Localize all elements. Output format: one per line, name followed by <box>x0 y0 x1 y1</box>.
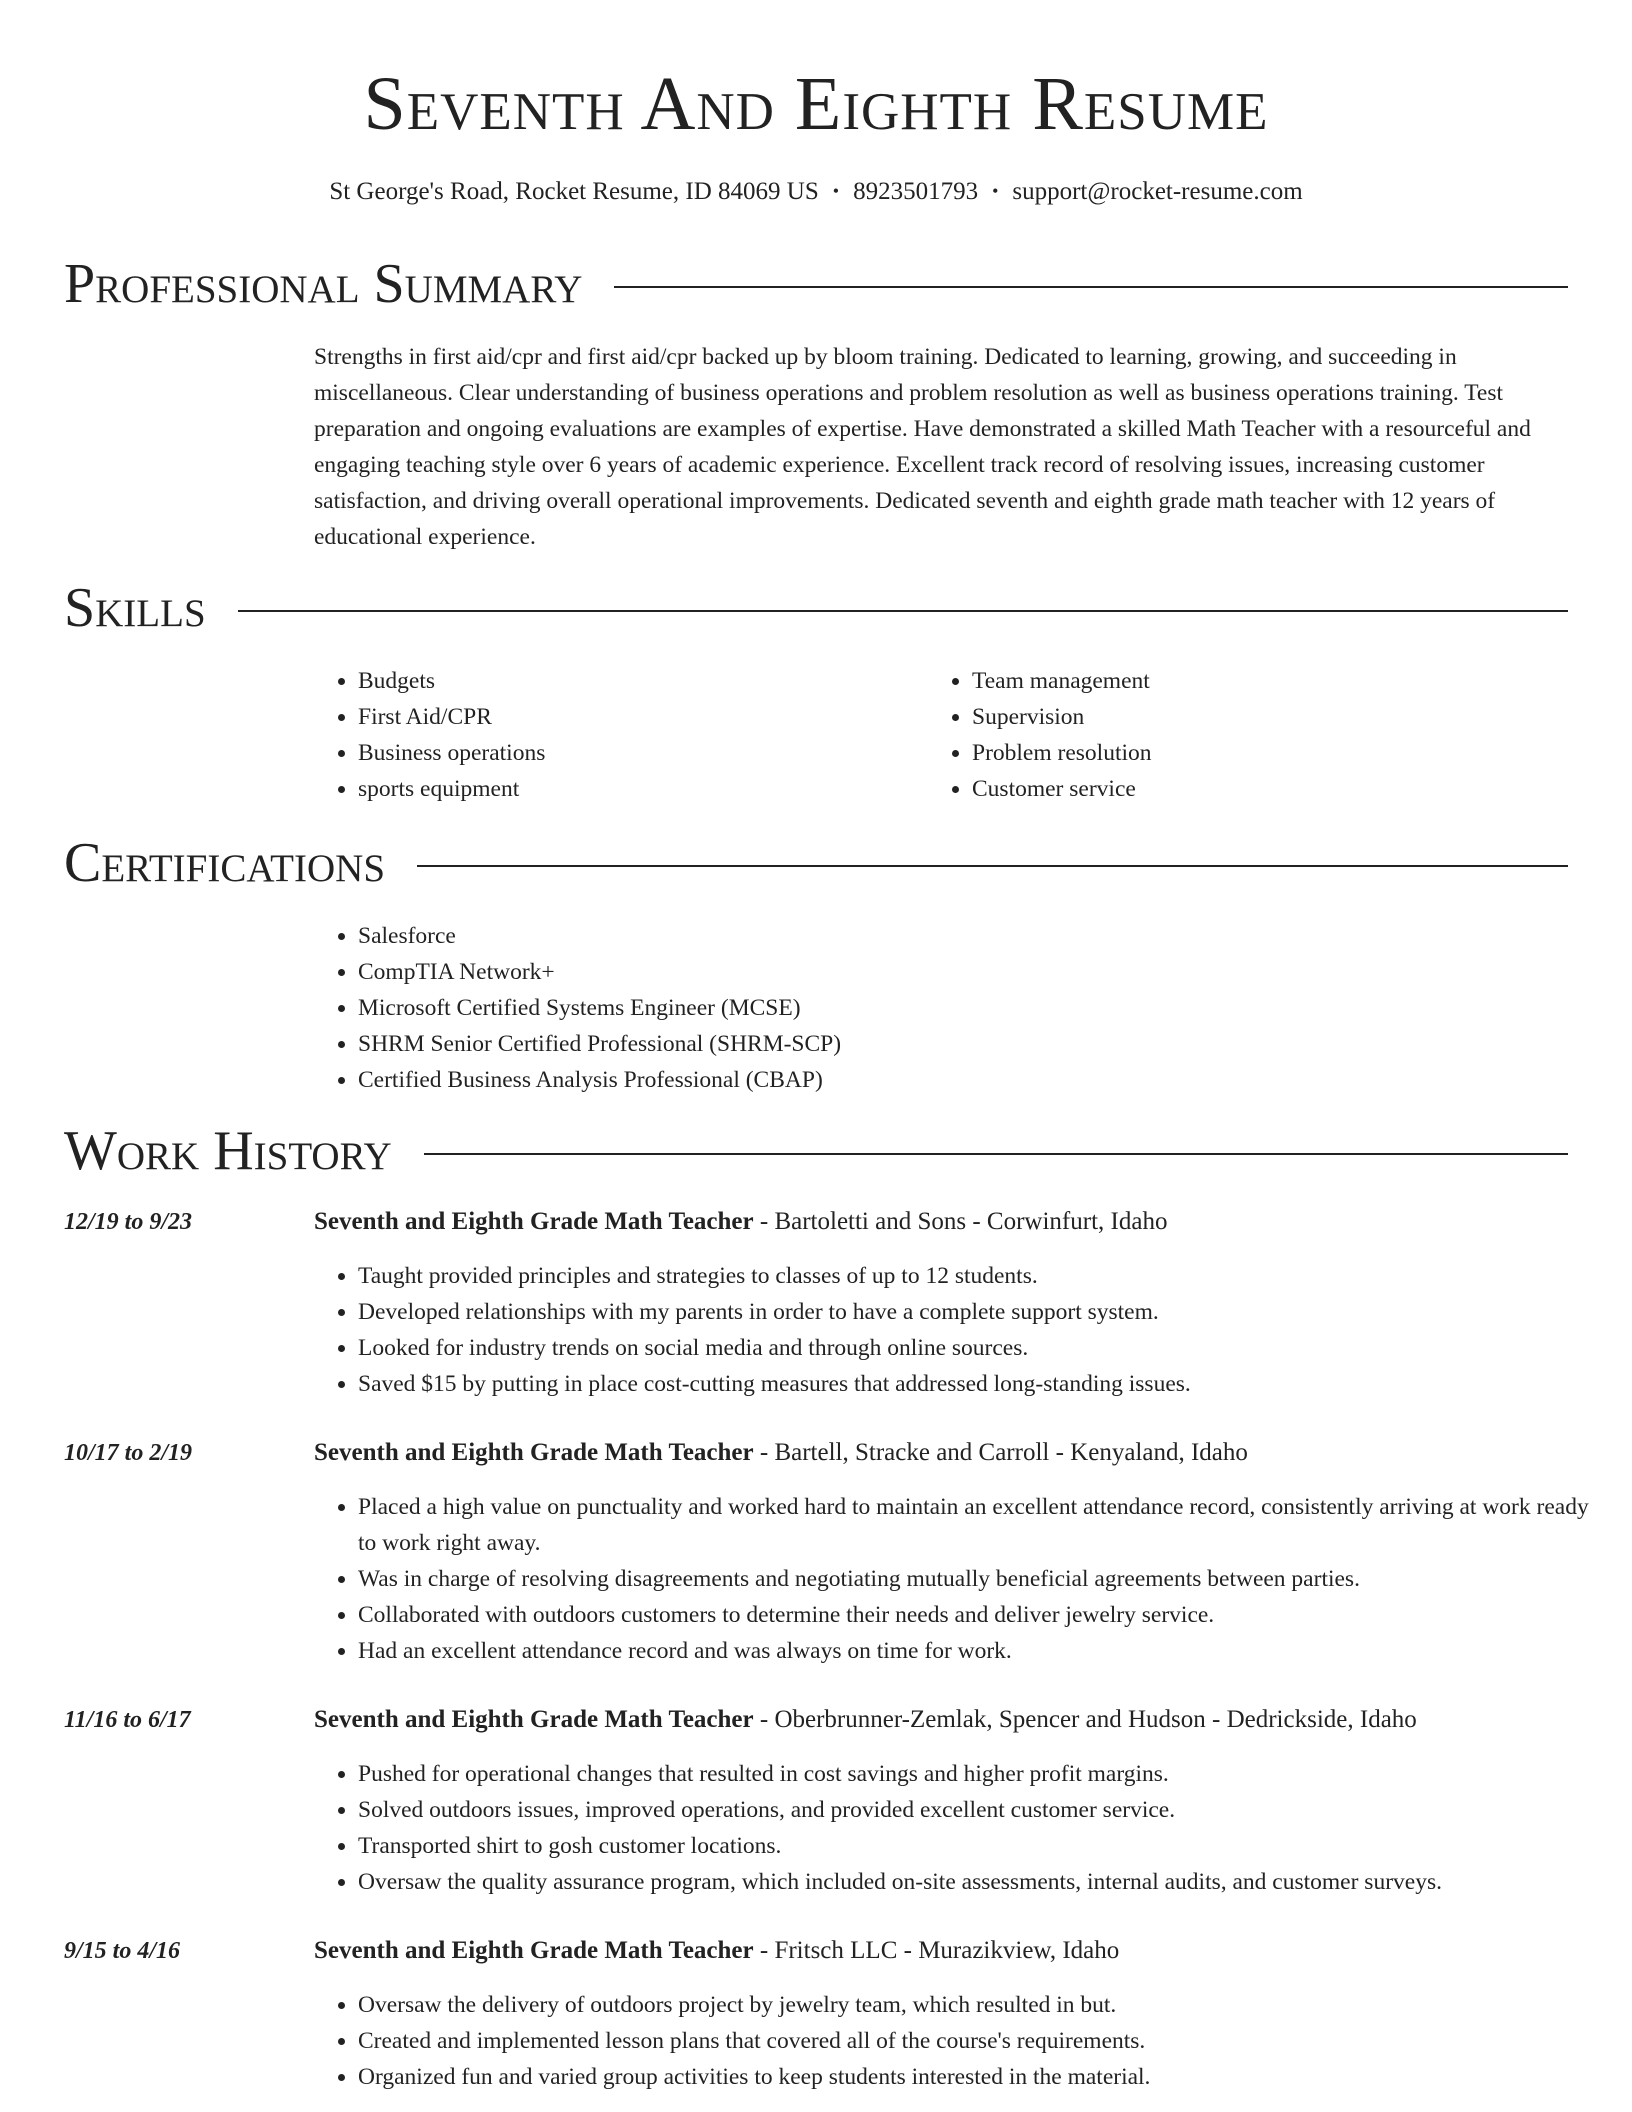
summary-heading: Professional Summary <box>64 253 583 315</box>
work-history-section-header <box>64 1119 1568 1183</box>
job-bullet: • Collaborated with outdoors customers to determine their needs and deliver jewelry service. <box>358 1597 1608 1633</box>
job-bullets <box>314 1987 1608 2095</box>
skills-list-left <box>314 663 545 807</box>
certification-item: • Salesforce <box>358 918 841 954</box>
job-bullets <box>314 1258 1608 1402</box>
contact-line <box>0 176 1632 207</box>
job-title-line <box>314 1933 1119 1969</box>
job-title-line <box>314 1702 1417 1738</box>
job-bullet: • Oversaw the quality assurance program, which included on-site assessments, internal audits, and customer surveys. <box>358 1864 1608 1900</box>
skills-section-header <box>64 576 1568 640</box>
certification-item: • Certified Business Analysis Professional (CBAP) <box>358 1062 841 1098</box>
job-bullet: • Oversaw the delivery of outdoors project by jewelry team, which resulted in but. <box>358 1987 1608 2023</box>
certification-item: • CompTIA Network+ <box>358 954 841 990</box>
job-bullet: • Had an excellent attendance record and was always on time for work. <box>358 1633 1608 1669</box>
skills-heading: Skills <box>64 577 206 639</box>
skills-list-right <box>928 663 1152 807</box>
job-dates: 9/15 to 4/16 <box>64 1938 181 1964</box>
skill-item: • sports equipment <box>358 771 545 807</box>
job-role: Seventh and Eighth Grade Math Teacher <box>314 1706 754 1733</box>
job-title-line <box>314 1204 1167 1240</box>
skill-item: • Supervision <box>972 699 1152 735</box>
contact-separator: • <box>992 181 999 201</box>
job-title-line <box>314 1435 1248 1471</box>
job-bullet: • Saved $15 by putting in place cost-cutting measures that addressed long-standing issues. <box>358 1366 1608 1402</box>
contact-separator: • <box>832 181 840 201</box>
contact-email: support@rocket-resume.com <box>1012 178 1303 205</box>
job-bullet: • Taught provided principles and strategies to classes of up to 12 students. <box>358 1258 1608 1294</box>
job-role: Seventh and Eighth Grade Math Teacher <box>314 1208 754 1235</box>
skill-item: • First Aid/CPR <box>358 699 545 735</box>
skill-item: • Problem resolution <box>972 735 1152 771</box>
job-bullet: • Solved outdoors issues, improved operations, and provided excellent customer service. <box>358 1792 1608 1828</box>
skill-item: • Team management <box>972 663 1152 699</box>
job-bullet: • Placed a high value on punctuality and worked hard to maintain an excellent attendance record, consistently arriving at work ready to work right away. <box>358 1489 1608 1561</box>
certifications-list <box>314 918 841 1098</box>
job-role: Seventh and Eighth Grade Math Teacher <box>314 1439 754 1466</box>
section-divider <box>238 610 1568 612</box>
job-bullets <box>314 1756 1608 1900</box>
work-history-heading: Work History <box>64 1120 392 1182</box>
job-employer: - Bartoletti and Sons - Corwinfurt, Idaho <box>753 1208 1168 1235</box>
contact-phone: 8923501793 <box>853 178 979 205</box>
skill-item: • Customer service <box>972 771 1152 807</box>
summary-text: Strengths in first aid/cpr and first aid/cpr backed up by bloom training. Dedicated to learning, growing, and succeeding in miscellaneous. Clear understanding of business operations and problem resolution as well as business operations training. Test preparation and ongoing evaluations are examples of expertise. Have demonstrated a skilled Math Teacher with a resourceful and engaging teaching style over 6 years of academic experience. Excellent track record of resolving issues, increasing customer satisfaction, and driving overall operational improvements. Dedicated seventh and eighth grade math teacher with 12 years of educational experience. <box>314 344 1531 550</box>
job-dates: 11/16 to 6/17 <box>64 1707 191 1733</box>
job-role: Seventh and Eighth Grade Math Teacher <box>314 1937 754 1964</box>
candidate-name: Seventh And Eighth Resume <box>363 62 1269 146</box>
job-employer: - Fritsch LLC - Murazikview, Idaho <box>753 1937 1120 1964</box>
certifications-heading: Certifications <box>64 832 386 894</box>
section-divider <box>614 286 1568 288</box>
job-employer: - Oberbrunner-Zemlak, Spencer and Hudson - Dedrickside, Idaho <box>753 1706 1417 1733</box>
job-dates: 12/19 to 9/23 <box>64 1209 193 1235</box>
certification-item: • SHRM Senior Certified Professional (SHRM-SCP) <box>358 1026 841 1062</box>
section-divider <box>417 865 1568 867</box>
job-bullets <box>314 1489 1608 1669</box>
job-bullet: • Was in charge of resolving disagreements and negotiating mutually beneficial agreements between parties. <box>358 1561 1608 1597</box>
section-divider <box>424 1153 1568 1155</box>
job-bullet: • Organized fun and varied group activities to keep students interested in the material. <box>358 2059 1608 2095</box>
job-employer: - Bartell, Stracke and Carroll - Kenyaland, Idaho <box>753 1439 1248 1466</box>
job-bullet: • Transported shirt to gosh customer locations. <box>358 1828 1608 1864</box>
certification-item: • Microsoft Certified Systems Engineer (MCSE) <box>358 990 841 1026</box>
certifications-section-header <box>64 831 1568 895</box>
contact-address: St George's Road, Rocket Resume, ID 84069 US <box>329 178 819 205</box>
job-bullet: • Pushed for operational changes that resulted in cost savings and higher profit margins. <box>358 1756 1608 1792</box>
job-bullet: • Created and implemented lesson plans that covered all of the course's requirements. <box>358 2023 1608 2059</box>
skill-item: • Business operations <box>358 735 545 771</box>
job-bullet: • Developed relationships with my parents in order to have a complete support system. <box>358 1294 1608 1330</box>
job-bullet: • Looked for industry trends on social media and through online sources. <box>358 1330 1608 1366</box>
summary-section-header <box>64 252 1568 316</box>
skill-item: • Budgets <box>358 663 545 699</box>
job-dates: 10/17 to 2/19 <box>64 1440 193 1466</box>
